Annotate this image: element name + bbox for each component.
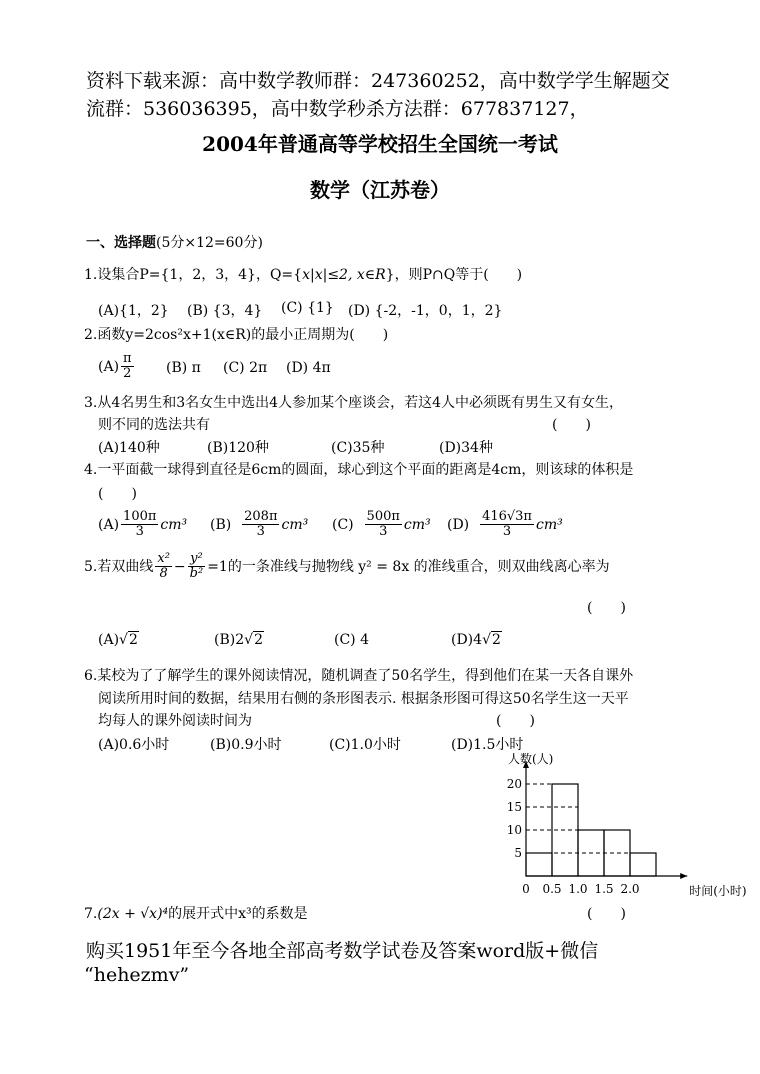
q2-option-a-fraction bbox=[121, 352, 134, 382]
q4-a-unit: cm³ bbox=[160, 516, 188, 533]
question-6-line-2: 阅读所用时间的数据，结果用右侧的条形图表示. 根据条形图可得这50名学生这一天平 bbox=[98, 691, 629, 707]
y-tick-label: 10 bbox=[506, 823, 522, 837]
q5-option-coef: 2 bbox=[235, 632, 245, 648]
q1-stem-d: }，则P∩Q等于( ) bbox=[385, 267, 523, 283]
footer-line-2: “hehezmv” bbox=[84, 964, 190, 986]
q7-answer-paren: ( ) bbox=[587, 906, 626, 922]
section-score: (5分×12=60分) bbox=[156, 235, 263, 251]
q5-f1-num: x² bbox=[157, 551, 170, 566]
q6-option-a: (A)0.6小时 bbox=[98, 737, 170, 753]
q3-option-c: (C)35种 bbox=[331, 440, 385, 456]
q2-option-a bbox=[98, 352, 136, 382]
q7-suffix: 的展开式中x³的系数是 bbox=[168, 906, 308, 922]
q2-a-num: π bbox=[123, 351, 132, 366]
q4-b-fraction bbox=[242, 510, 279, 540]
q4-a-fraction bbox=[121, 510, 158, 540]
q5-option-label: (D) bbox=[451, 632, 474, 648]
q7-expression: (2x + √x)⁴ bbox=[97, 906, 169, 922]
x-axis-label: 时间(小时) bbox=[689, 884, 747, 898]
question-1-stem bbox=[84, 264, 522, 284]
q5-option-radicand: 2 bbox=[128, 632, 138, 648]
q3-answer-paren: ( ) bbox=[552, 417, 591, 433]
y-tick-label: 15 bbox=[506, 800, 522, 814]
exam-title: 2004年普通高等学校招生全国统一考试 bbox=[202, 132, 558, 156]
q4-option-d bbox=[447, 510, 563, 540]
bar-chart-reading-time bbox=[480, 746, 747, 906]
question-7-stem bbox=[84, 903, 308, 923]
q4-d-label: (D) bbox=[447, 516, 470, 533]
q5-option-value: 4 bbox=[355, 632, 369, 648]
x-axis-arrow bbox=[680, 873, 687, 879]
section-title: 一、选择题 bbox=[86, 235, 156, 251]
banner-line-1: 资料下载来源：高中数学教师群：247360252，高中数学学生解题交 bbox=[86, 70, 670, 92]
q4-b-num: 208π bbox=[244, 509, 278, 524]
section-heading bbox=[86, 232, 263, 252]
q4-c-unit: cm³ bbox=[403, 516, 431, 533]
q1-option-d: (D) {-2，-1，0，1，2} bbox=[348, 303, 503, 319]
q4-b-den: 3 bbox=[256, 524, 265, 540]
question-6-line-1: 6.某校为了了解学生的课外阅读情况，随机调查了50名学生，得到他们在某一天各自课外 bbox=[84, 668, 634, 684]
q5-f1-den: 8 bbox=[159, 566, 168, 582]
q4-c-den: 3 bbox=[379, 524, 388, 540]
question-5-stem bbox=[84, 552, 610, 582]
q5-fraction-x bbox=[155, 552, 172, 582]
q5-option-a bbox=[98, 632, 139, 648]
q5-option-d bbox=[451, 632, 502, 648]
q1-option-c: (C) {1} bbox=[281, 300, 334, 316]
q3-option-a: (A)140种 bbox=[98, 440, 160, 456]
q4-c-fraction bbox=[365, 510, 402, 540]
q5-suffix: =1的一条准线与抛物线 y² = 8x 的准线重合，则双曲线离心率为 bbox=[207, 558, 610, 575]
banner-line-2: 流群：536036395，高中数学秒杀方法群：677837127， bbox=[86, 98, 589, 120]
q5-f2-num: y² bbox=[190, 551, 203, 566]
q5-fraction-y bbox=[188, 552, 206, 582]
q2-option-d: (D) 4π bbox=[286, 360, 331, 376]
q5-option-coef: 4 bbox=[473, 632, 483, 648]
q2-option-b: (B) π bbox=[166, 360, 201, 376]
y-tick-label: 20 bbox=[506, 777, 522, 791]
q4-option-b bbox=[210, 510, 308, 540]
q2-option-a-label: (A) bbox=[98, 358, 120, 375]
q4-d-fraction bbox=[480, 510, 534, 540]
exam-subtitle: 数学（江苏卷） bbox=[310, 178, 450, 202]
q4-answer-paren: ( ) bbox=[98, 486, 137, 502]
q4-a-num: 100π bbox=[123, 509, 157, 524]
q7-prefix: 7. bbox=[84, 906, 98, 922]
q3-option-d: (D)34种 bbox=[439, 440, 493, 456]
q4-a-label: (A) bbox=[98, 516, 120, 533]
sqrt-symbol: √ bbox=[119, 632, 128, 648]
q5-option-c bbox=[334, 632, 369, 648]
sqrt-symbol: √ bbox=[244, 632, 254, 648]
x-tick-label: 1.5 bbox=[594, 882, 614, 896]
q3-option-b: (B)120种 bbox=[207, 440, 269, 456]
question-6-line-3: 均每人的课外阅读时间为 bbox=[98, 713, 252, 729]
q2-option-c: (C) 2π bbox=[223, 360, 268, 376]
question-4-line-1: 4.一平面截一球得到直径是6cm的圆面，球心到这个平面的距离是4cm，则该球的体积是 bbox=[84, 462, 634, 478]
question-3-line-2: 则不同的选法共有 bbox=[98, 417, 210, 433]
q4-option-a bbox=[98, 510, 187, 540]
q5-option-label: (B) bbox=[214, 632, 236, 648]
q4-c-num: 500π bbox=[366, 509, 400, 524]
q4-b-unit: cm³ bbox=[281, 516, 309, 533]
q6-option-b: (B)0.9小时 bbox=[210, 737, 282, 753]
q4-d-unit: cm³ bbox=[535, 516, 563, 533]
q5-option-radicand: 2 bbox=[254, 632, 263, 648]
q1-stem-a: 1.设集合P={1，2，3，4}，Q={ bbox=[84, 267, 303, 283]
q1-stem-c: |x|≤2, x∈R bbox=[309, 267, 386, 283]
q4-d-den: 3 bbox=[502, 524, 512, 540]
question-3-line-1: 3.从4名男生和3名女生中选出4人参加某个座谈会，若这4人中必须既有男生又有女生， bbox=[84, 395, 623, 411]
y-axis-label: 人数(人) bbox=[508, 752, 554, 766]
q1-option-a: (A){1，2} bbox=[98, 303, 169, 319]
q4-option-c bbox=[332, 510, 431, 540]
q5-minus: − bbox=[173, 558, 186, 575]
q6-option-d: (D)1.5小时 bbox=[451, 737, 524, 753]
q5-option-radicand: 2 bbox=[492, 632, 501, 648]
bar bbox=[526, 853, 552, 876]
q1-option-b: (B) {3，4} bbox=[187, 303, 263, 319]
q1-stem-b: x bbox=[302, 267, 310, 283]
x-tick-label: 0 bbox=[522, 882, 530, 896]
sqrt-symbol: √ bbox=[482, 632, 491, 648]
q4-c-label: (C) bbox=[332, 516, 354, 533]
q5-option-label: (C) bbox=[334, 632, 356, 648]
q6-option-c: (C)1.0小时 bbox=[329, 737, 401, 753]
q6-answer-paren: ( ) bbox=[496, 713, 535, 729]
y-tick-label: 5 bbox=[514, 846, 522, 860]
x-tick-label: 0.5 bbox=[542, 882, 562, 896]
q5-answer-paren: ( ) bbox=[587, 600, 626, 616]
x-tick-label: 2.0 bbox=[620, 882, 640, 896]
q2-a-den: 2 bbox=[123, 366, 132, 382]
q5-option-b bbox=[214, 632, 264, 648]
question-2-stem: 2.函数y=2cos²x+1(x∈R)的最小正周期为( ) bbox=[84, 327, 389, 343]
bar bbox=[630, 853, 656, 876]
q5-option-label: (A) bbox=[98, 632, 120, 648]
q5-f2-den: b² bbox=[189, 566, 204, 582]
q4-a-den: 3 bbox=[135, 524, 144, 540]
q4-d-num: 416√3π bbox=[482, 509, 532, 524]
x-tick-label: 1.0 bbox=[568, 882, 588, 896]
q5-prefix: 5.若双曲线 bbox=[84, 558, 154, 575]
footer-line-1: 购买1951年至今各地全部高考数学试卷及答案word版+微信 bbox=[86, 940, 599, 962]
q4-b-label: (B) bbox=[210, 516, 232, 533]
